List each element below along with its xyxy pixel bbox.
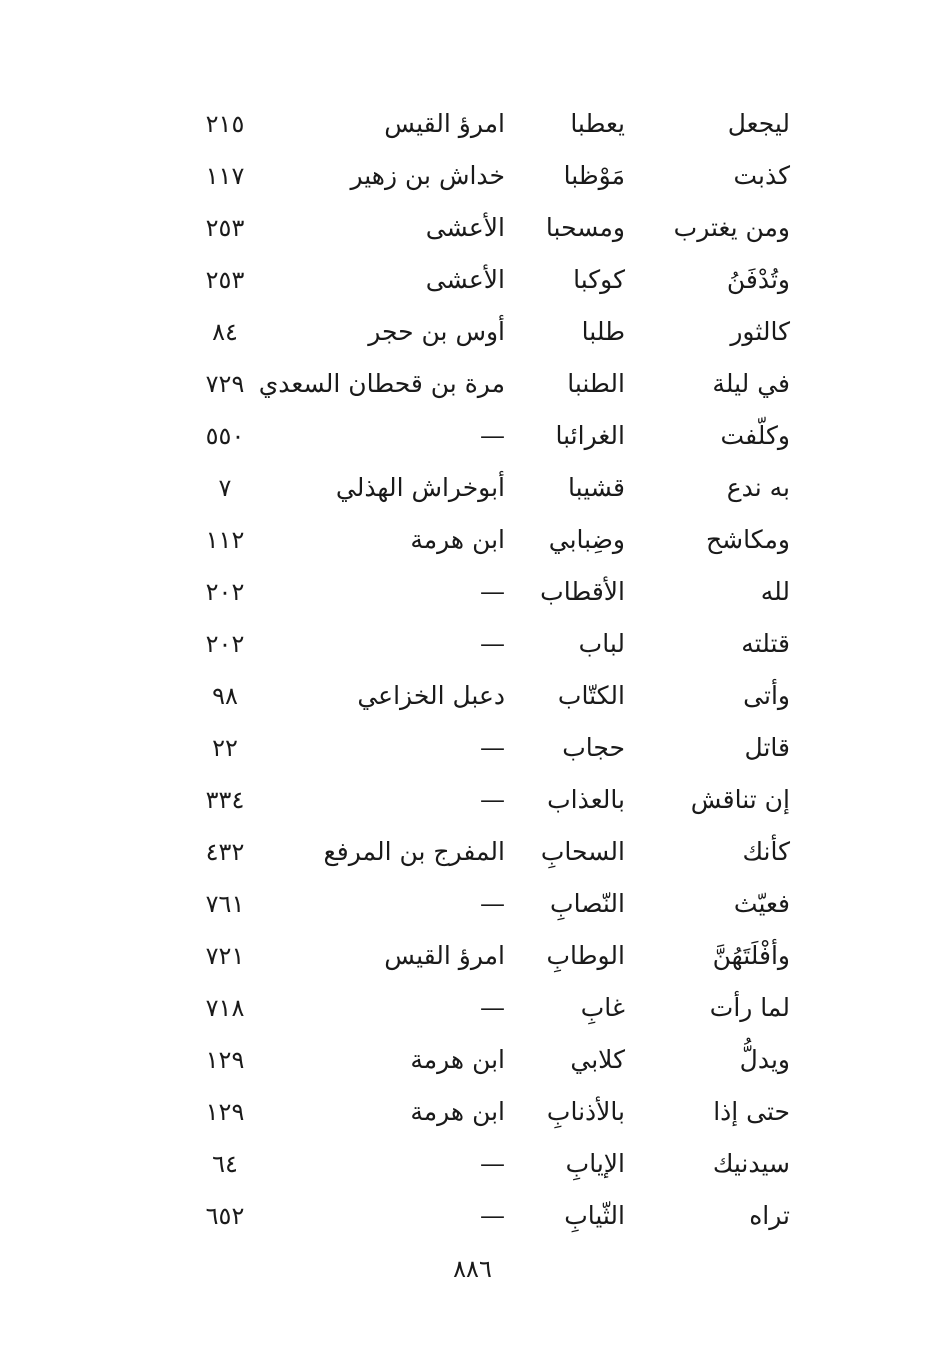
rhyme-word: مَوْظبا [563, 161, 625, 190]
page-reference: ٥٥٠ [205, 422, 245, 450]
poet-name: ابن هرمة [410, 1045, 505, 1074]
table-row [180, 514, 800, 566]
verse-opening-word: قتلته [741, 629, 790, 658]
page-reference: ٧١٨ [205, 994, 245, 1022]
poet-name: دعبل الخزاعي [357, 681, 505, 710]
page-reference: ٦٥٢ [205, 1202, 245, 1230]
rhyme-word: حجاب [562, 733, 625, 762]
page-reference: ٧٢٩ [205, 370, 245, 398]
poet-name: — [480, 733, 505, 762]
page-reference: ٣٣٤ [205, 786, 245, 814]
verse-opening-word: سيدنيك [712, 1149, 790, 1178]
verse-opening-word: تراه [749, 1201, 790, 1230]
verse-opening-word: في ليلة [712, 369, 790, 398]
verse-opening-word: فعيّث [733, 889, 790, 918]
poet-name: الأعشى [425, 265, 505, 294]
rhyme-word: طلبا [581, 317, 625, 346]
table-row [180, 566, 800, 618]
verse-opening-word: قاتل [744, 733, 790, 762]
page-reference: ٢٠٢ [205, 630, 245, 658]
verse-opening-word: وكلّفت [720, 421, 790, 450]
poet-name: امرؤ القيس [384, 109, 505, 138]
verse-opening-word: كالثور [730, 317, 790, 346]
poet-name: — [480, 629, 505, 658]
page-reference: ٦٤ [212, 1150, 238, 1178]
page-reference: ١١٢ [205, 526, 245, 554]
page-reference: ٤٣٢ [205, 838, 245, 866]
verse-opening-word: لله [760, 577, 790, 606]
rhyme-word: الكتّاب [557, 681, 625, 710]
rhyme-word: السحابِ [540, 837, 625, 866]
table-row [180, 410, 800, 462]
page-reference: ٧٦١ [205, 890, 245, 918]
rhyme-word: لباب [578, 629, 625, 658]
rhyme-word: وضِبابي [548, 525, 625, 554]
table-row [180, 1034, 800, 1086]
table-row [180, 462, 800, 514]
rhyme-word: ومسحبا [545, 213, 625, 242]
rhyme-word: الطنبا [567, 369, 625, 398]
page-reference: ١٢٩ [205, 1046, 245, 1074]
poet-name: المفرج بن المرفع [323, 837, 505, 866]
rhyme-word: كلابي [570, 1045, 625, 1074]
poet-name: — [480, 1149, 505, 1178]
verse-opening-word: ويدلُّ [739, 1045, 790, 1074]
table-row [180, 722, 800, 774]
rhyme-word: بالعذاب [547, 785, 625, 814]
poet-name: ابن هرمة [410, 525, 505, 554]
table-row [180, 670, 800, 722]
poet-name: خداش بن زهير [350, 161, 505, 190]
verse-opening-word: لما رأت [709, 993, 790, 1022]
table-row [180, 98, 800, 150]
table-row [180, 202, 800, 254]
poet-name: — [480, 577, 505, 606]
table-row [180, 774, 800, 826]
poet-name: الأعشى [425, 213, 505, 242]
page-reference: ٧٢١ [205, 942, 245, 970]
rhyme-word: قشيبا [568, 473, 625, 502]
poet-name: أوس بن حجر [368, 317, 505, 346]
table-row [180, 826, 800, 878]
table-row [180, 878, 800, 930]
poet-name: ابن هرمة [410, 1097, 505, 1126]
page-reference: ٢٥٣ [205, 214, 245, 242]
page-reference: ٢١٥ [205, 110, 245, 138]
verse-opening-word: وتُدْفَنُ [726, 265, 790, 294]
page-reference: ١٢٩ [205, 1098, 245, 1126]
verse-opening-word: به ندع [726, 473, 790, 502]
page-reference: ٨٤ [212, 318, 238, 346]
rhyme-word: يعطبا [570, 109, 625, 138]
verse-opening-word: حتى إذا [713, 1097, 790, 1126]
table-row [180, 618, 800, 670]
table-row [180, 1138, 800, 1190]
verse-opening-word: وأفْلَتَهُنَّ [712, 941, 790, 970]
table-row [180, 930, 800, 982]
poet-name: — [480, 785, 505, 814]
table-row [180, 358, 800, 410]
verse-index-table [180, 98, 800, 1242]
page-reference: ٩٨ [212, 682, 238, 710]
rhyme-word: النّصابِ [550, 889, 625, 918]
table-row [180, 982, 800, 1034]
poet-name: — [480, 1201, 505, 1230]
poet-name: — [480, 889, 505, 918]
poet-name: أبوخراش الهذلي [335, 473, 505, 502]
rhyme-word: الثّيابِ [564, 1201, 625, 1230]
verse-opening-word: ليجعل [727, 109, 790, 138]
verse-opening-word: كأنك [742, 837, 790, 866]
page-reference: ١١٧ [205, 162, 245, 190]
verse-opening-word: كذبت [733, 161, 790, 190]
table-row [180, 306, 800, 358]
rhyme-word: الأقطاب [540, 577, 625, 606]
rhyme-word: الوطابِ [546, 941, 625, 970]
verse-opening-word: إن تناقش [690, 785, 790, 814]
rhyme-word: الإيابِ [565, 1149, 625, 1178]
table-row [180, 254, 800, 306]
rhyme-word: بالأذنابِ [546, 1097, 625, 1126]
table-row [180, 150, 800, 202]
verse-opening-word: وأتى [743, 681, 790, 710]
poet-name: مرة بن قحطان السعدي [258, 369, 505, 398]
table-row [180, 1190, 800, 1242]
page-reference: ٢٢ [212, 734, 238, 762]
poet-name: — [480, 421, 505, 450]
rhyme-word: كوكبا [573, 265, 625, 294]
page-reference: ٢٥٣ [205, 266, 245, 294]
page-number: ٨٨٦ [453, 1255, 492, 1283]
verse-opening-word: ومن يغترب [673, 213, 790, 242]
verse-opening-word: ومكاشح [706, 525, 790, 554]
table-row [180, 1086, 800, 1138]
rhyme-word: غابِ [580, 993, 625, 1022]
poet-name: امرؤ القيس [384, 941, 505, 970]
page-reference: ٧ [218, 474, 232, 502]
page-reference: ٢٠٢ [205, 578, 245, 606]
rhyme-word: الغرائبا [555, 421, 625, 450]
poet-name: — [480, 993, 505, 1022]
